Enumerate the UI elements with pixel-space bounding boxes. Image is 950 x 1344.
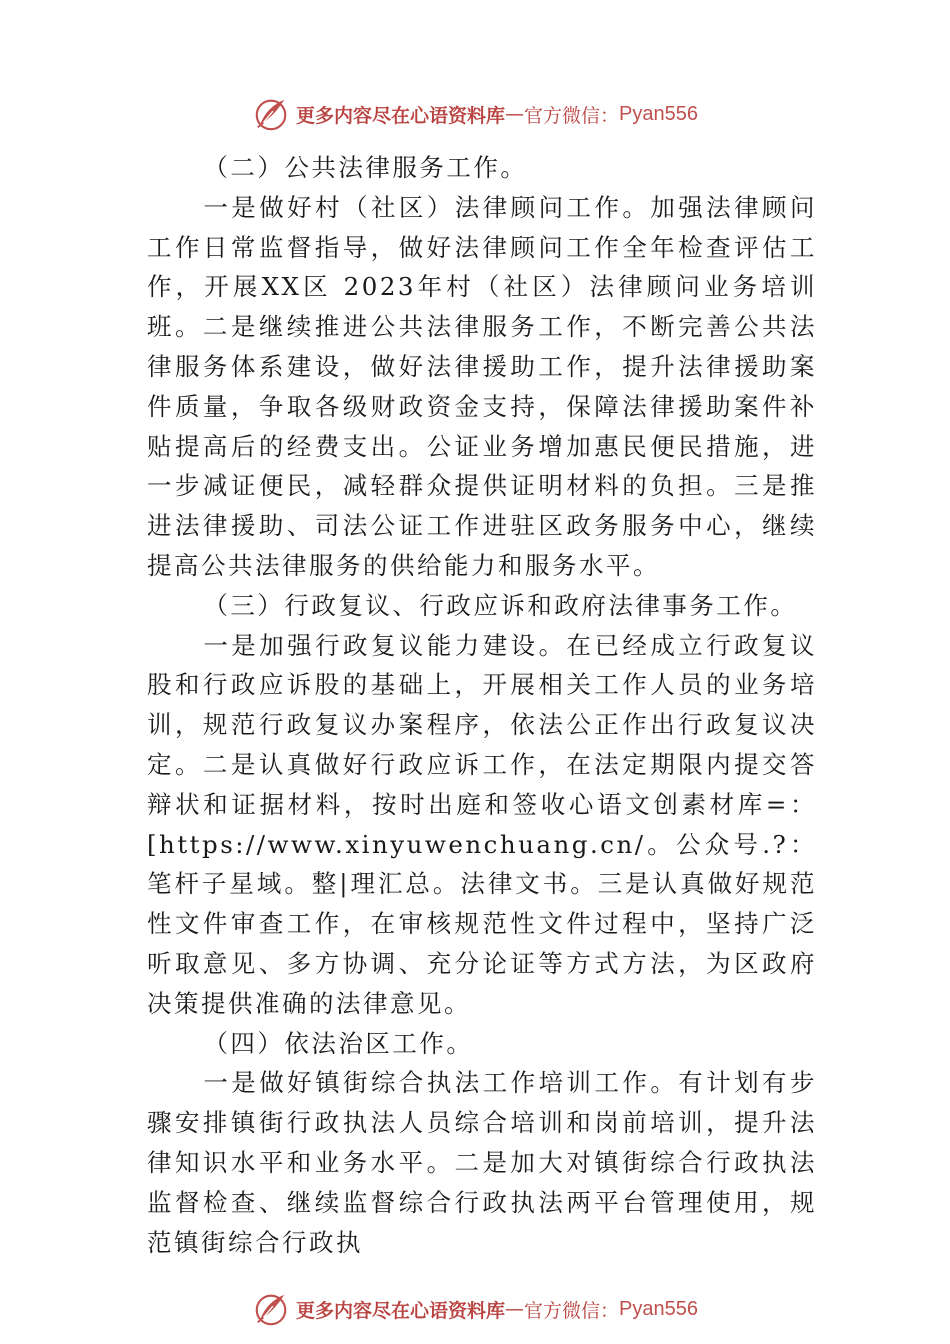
body-paragraph: 一是加强行政复议能力建设。在已经成立行政复议股和行政应诉股的基础上，开展相关工作人员的业务培训，规范行政复议办案程序，依法公正作出行政复议决定。二是认真做好行政应诉工作，在法定期限内提交答辩状和证据材料，按时出庭和签收心语文创素材库=：[https://www.xinyuwenchuang.cn/。公众号.?：笔杆子星域。整|理汇总。法律文书。三是认真做好规范性文件审查工作，在审核规范性文件过程中，坚持广泛听取意见、多方协调、充分论证等方式方法，为区政府决策提供准确的法律意见。	[147, 630, 817, 1018]
body-paragraph: 一是做好村（社区）法律顾问工作。加强法律顾问工作日常监督指导，做好法律顾问工作全年检查评估工作，开展XX区 2023年村（社区）法律顾问业务培训班。二是继续推进公共法律服务工作，不断完善公共法律服务体系建设，做好法律援助工作，提升法律援助案件质量，争取各级财政资金支持，保障法律援助案件补贴提高后的经费支出。公证业务增加惠民便民措施，进一步减证便民，减轻群众提供证明材料的负担。三是推进法律援助、司法公证工作进驻区政务服务中心，继续提高公共法律服务的供给能力和服务水平。	[147, 192, 817, 580]
section-heading-3: （三）行政复议、行政应诉和政府法律事务工作。	[203, 590, 798, 620]
banner-official-label: 官方微信：	[524, 104, 620, 127]
banner-separator: —	[505, 1298, 525, 1320]
quill-logo-icon	[252, 95, 290, 133]
banner-main-text: 更多内容尽在心语资料库	[296, 1299, 506, 1322]
banner-wechat-handle: Pyan556	[619, 102, 698, 125]
document-body	[147, 148, 817, 1262]
body-paragraph: 一是做好镇街综合执法工作培训工作。有计划有步骤安排镇街行政执法人员综合培训和岗前培训，提升法律知识水平和业务水平。二是加大对镇街综合行政执法监督检查、继续监督综合行政执法两平台管理使用，规范镇街综合行政执	[147, 1068, 817, 1257]
section-heading-4: （四）依法治区工作。	[203, 1028, 474, 1058]
banner-separator: —	[505, 103, 525, 125]
quill-logo-icon	[252, 1290, 290, 1328]
banner-main-text: 更多内容尽在心语资料库	[296, 104, 506, 127]
banner-official-label: 官方微信：	[524, 1299, 620, 1322]
header-banner	[0, 94, 950, 134]
banner-wechat-handle: Pyan556	[619, 1297, 698, 1320]
footer-banner	[0, 1289, 950, 1329]
section-heading-2: （二）公共法律服务工作。	[203, 153, 528, 182]
